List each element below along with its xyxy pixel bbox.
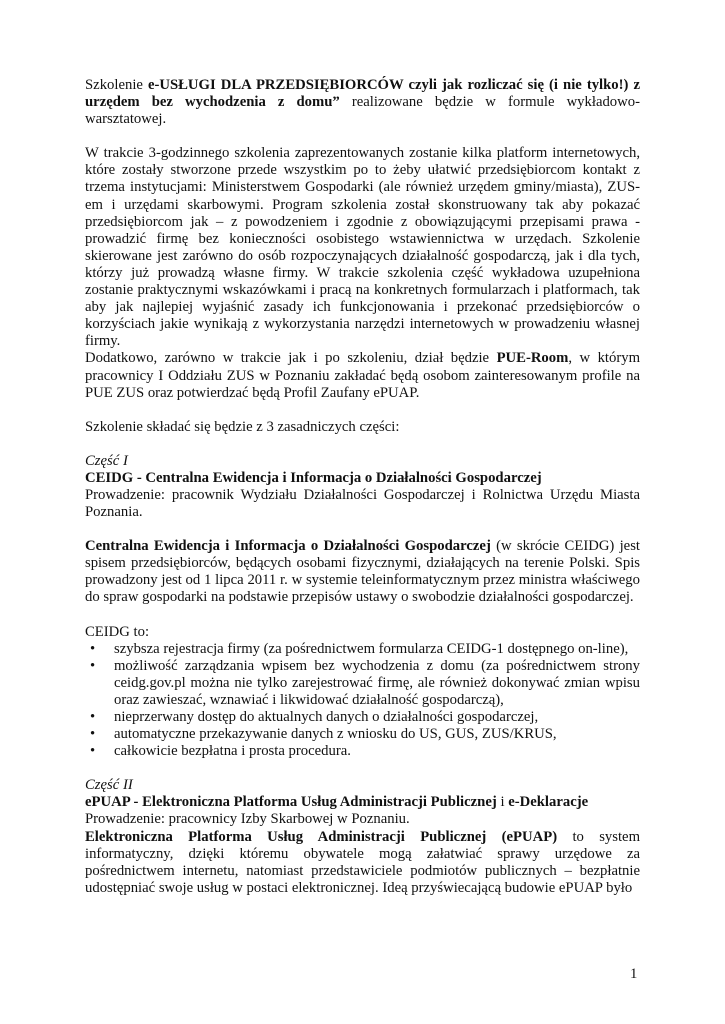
bullet-icon: • [90,709,96,725]
ceidg-benefits-list [85,641,640,761]
pue-room-label: PUE-Room [496,350,569,367]
part1-description: Centralna Ewidencja i Informacja o Działalności Gospodarczej (w skrócie CEIDG) jest spisem przedsiębiorców, będących osobami fizycznymi, działających na terenie Polski. Spis prowadzony jest od 1 lipca 2011 r. w systemie teleinformatycznym przez ministra właściwego do spraw gospodarki na podstawie przepisów ustawy o swobodzie działalności gospodarczej. [85,538,640,606]
list-item: • nieprzerwany dostęp do aktualnych danych o działalności gospodarczej, [90,709,539,725]
pue-room-paragraph: Dodatkowo, zarówno w trakcie jak i po szkoleniu, dział będzie PUE-Room, w którym pracownicy I Oddziału ZUS w Poznaniu zakładać będą osobom zainteresowanym profile na PUE ZUS oraz potwierdzać będą Profil Zaufany ePUAP. [85,350,641,401]
document-page [85,77,640,897]
description-paragraph: W trakcie 3-godzinnego szkolenia zaprezentowanych zostanie kilka platform internetowych, które zostały stworzone przede wszystkim po to żeby ułatwić przedsiębiorcom kontakt z trzema instytucjami: Ministerstwem Gospodarki (ale również urzędem gminy/miasta), ZUS-em i urzędami skarbowymi. Program szkolenia został skonstruowany tak aby pokazać przedsiębiorcom jak – z powodzeniem i zgodnie z obowiązującymi przepisami prawa - prowadzić firmę bez konieczności osobistego wstawiennictwa w urzędach. Szkolenie skierowane jest zarówno do osób rozpoczynających działalność gospodarczą, jak i dla tych, którzy już prowadzą własne firmy. W trakcie szkolenia część wykładowa uzupełniona zostanie praktycznymi wskazówkami i pracą na konkretnych formularzach i platformach, tak aby jak najlepiej wyjaśnić zasady ich funkcjonowania i przekonać przedsiębiorców o korzyściach jakie wynikają z wykorzystania narzędzi internetowych w prowadzeniu własnej firmy. [85,145,640,350]
bullet-icon: • [90,640,96,657]
intro-prefix: Szkolenie [85,77,148,93]
training-title: e-USŁUGI DLA PRZEDSIĘBIORCÓW czyli jak rozliczać się (i nie tylko!) z urzędem bez wychodzenia z domu” [85,77,640,111]
list-item: • automatyczne przekazywanie danych z wniosku do US, GUS, ZUS/KRUS, [90,726,557,743]
intro-paragraph [85,77,640,128]
part1-lead: Prowadzenie: pracownik Wydziału Działalności Gospodarczej i Rolnictwa Urzędu Miasta Poznania. [85,486,640,521]
part2-label: Część II [85,777,133,794]
intro-suffix: realizowane będzie w formule wykładowo-warsztatowej. [85,94,640,128]
list-item: • całkowicie bezpłatna i prosta procedura. [90,743,351,760]
bullet-icon: • [90,657,96,674]
list-item: • szybsza rejestracja firmy (za pośrednictwem formularza CEIDG-1 dostępnego on-line), [90,640,629,657]
part1-list-title: CEIDG to: [85,623,150,640]
part1-label: Część I [85,452,128,469]
part2-heading: ePUAP - Elektroniczna Platforma Usług Administracji Publicznej i e-Deklaracje [85,794,589,811]
part2-description: Elektroniczna Platforma Usług Administracji Publicznej (ePUAP) to system informatyczny, dzięki któremu obywatele mogą załatwiać sprawy urzędowe za pośrednictwem internetu, natomiast przedstawiciele podmiotów publicznych – bezpłatnie udostępniać swoje usług w postaci elektronicznej. Ideą przyświecającą budowie ePUAP było [85,828,641,896]
page-number: 1 [630,966,638,982]
bullet-icon: • [90,726,96,743]
part2-lead: Prowadzenie: pracownicy Izby Skarbowej w Poznaniu. [85,811,410,828]
parts-intro: Szkolenie składać się będzie z 3 zasadniczych części: [85,418,400,435]
bullet-icon: • [90,743,96,760]
part1-heading: CEIDG - Centralna Ewidencja i Informacja o Działalności Gospodarczej [85,469,542,486]
list-item: • możliwość zarządzania wpisem bez wychodzenia z domu (za pośrednictwem strony ceidg.gov.pl można nie tylko zarejestrować firmę, ale również dokonywać zmian wpisu oraz zawieszać, wznawiać i likwidować działalność gospodarczą), [90,657,640,708]
